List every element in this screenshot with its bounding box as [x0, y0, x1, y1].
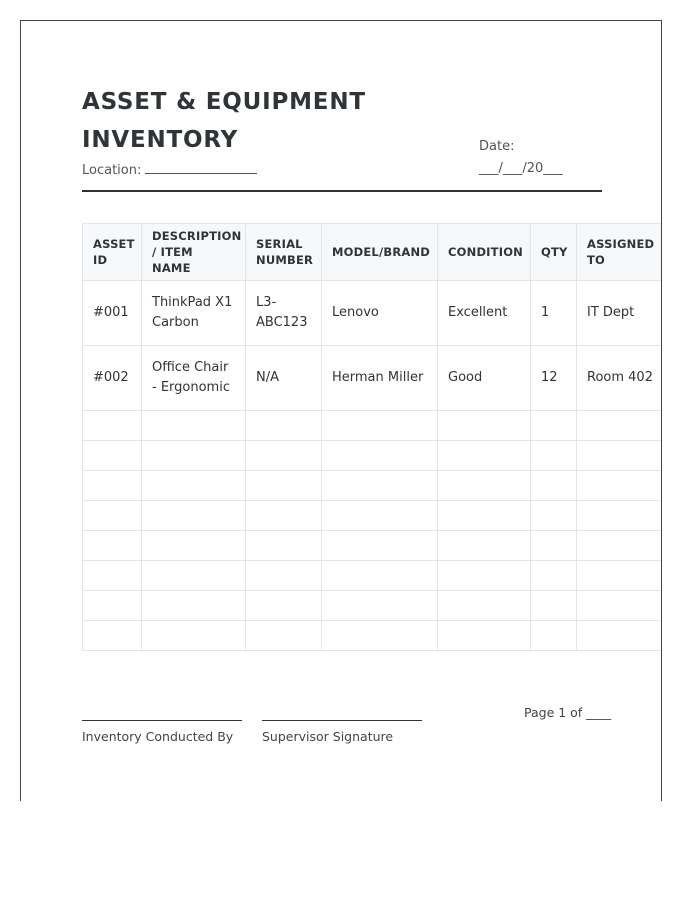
empty-cell[interactable]	[246, 591, 322, 621]
empty-cell[interactable]	[438, 411, 531, 441]
table-row	[83, 281, 663, 346]
empty-cell[interactable]	[322, 441, 438, 471]
empty-cell[interactable]	[577, 441, 663, 471]
page-number: Page 1 of ____	[524, 705, 612, 720]
column-header-model-brand: MODEL/BRAND	[322, 224, 438, 281]
empty-cell[interactable]	[438, 561, 531, 591]
empty-cell[interactable]	[322, 621, 438, 651]
empty-table-row	[83, 411, 663, 441]
cell-asset-id: #001	[83, 281, 142, 346]
empty-cell[interactable]	[322, 501, 438, 531]
empty-cell[interactable]	[531, 501, 577, 531]
empty-cell[interactable]	[142, 621, 246, 651]
empty-table-row	[83, 471, 663, 501]
empty-cell[interactable]	[531, 471, 577, 501]
empty-cell[interactable]	[246, 411, 322, 441]
cell-description: ThinkPad X1 Carbon	[142, 281, 246, 346]
empty-cell[interactable]	[577, 411, 663, 441]
cell-assigned-to: Room 402	[577, 346, 663, 411]
location-label: Location:	[82, 163, 142, 178]
inventory-table	[82, 223, 662, 651]
empty-cell[interactable]	[438, 621, 531, 651]
empty-cell[interactable]	[438, 471, 531, 501]
empty-cell[interactable]	[438, 501, 531, 531]
empty-cell[interactable]	[83, 621, 142, 651]
empty-table-row	[83, 561, 663, 591]
empty-cell[interactable]	[142, 501, 246, 531]
empty-cell[interactable]	[322, 471, 438, 501]
empty-cell[interactable]	[83, 561, 142, 591]
empty-table-row	[83, 501, 663, 531]
empty-cell[interactable]	[83, 591, 142, 621]
date-fill-line[interactable]: ___/___/20___	[479, 161, 563, 176]
empty-cell[interactable]	[438, 591, 531, 621]
empty-cell[interactable]	[83, 471, 142, 501]
empty-cell[interactable]	[531, 591, 577, 621]
column-header-asset-id: ASSET ID	[83, 224, 142, 281]
empty-cell[interactable]	[142, 531, 246, 561]
conducted-by-signature-line[interactable]	[82, 720, 242, 721]
empty-cell[interactable]	[246, 531, 322, 561]
empty-cell[interactable]	[246, 561, 322, 591]
empty-cell[interactable]	[142, 561, 246, 591]
cell-model-brand: Herman Miller	[322, 346, 438, 411]
column-header-condition: CONDITION	[438, 224, 531, 281]
empty-cell[interactable]	[577, 621, 663, 651]
empty-cell[interactable]	[531, 411, 577, 441]
empty-cell[interactable]	[577, 591, 663, 621]
cell-serial-number: N/A	[246, 346, 322, 411]
header-divider	[82, 190, 602, 192]
empty-table-row	[83, 531, 663, 561]
empty-cell[interactable]	[322, 411, 438, 441]
empty-cell[interactable]	[142, 441, 246, 471]
column-header-qty: QTY	[531, 224, 577, 281]
column-header-description: DESCRIPTION / ITEM NAME	[142, 224, 246, 281]
empty-cell[interactable]	[322, 561, 438, 591]
cell-description: Office Chair - Ergonomic	[142, 346, 246, 411]
empty-cell[interactable]	[142, 411, 246, 441]
empty-cell[interactable]	[246, 471, 322, 501]
conducted-by-label: Inventory Conducted By	[82, 729, 234, 744]
empty-cell[interactable]	[83, 531, 142, 561]
column-header-assigned-to: ASSIGNED TO	[577, 224, 663, 281]
cell-qty: 12	[531, 346, 577, 411]
cell-assigned-to: IT Dept	[577, 281, 663, 346]
empty-cell[interactable]	[531, 531, 577, 561]
empty-cell[interactable]	[577, 471, 663, 501]
empty-cell[interactable]	[83, 501, 142, 531]
cell-qty: 1	[531, 281, 577, 346]
page-title: ASSET & EQUIPMENT INVENTORY	[82, 89, 366, 153]
empty-cell[interactable]	[531, 621, 577, 651]
empty-cell[interactable]	[577, 531, 663, 561]
inventory-form-page	[20, 20, 662, 801]
empty-table-row	[83, 441, 663, 471]
empty-cell[interactable]	[322, 591, 438, 621]
empty-cell[interactable]	[577, 561, 663, 591]
cell-model-brand: Lenovo	[322, 281, 438, 346]
location-field	[82, 161, 257, 178]
table-row	[83, 346, 663, 411]
empty-table-row	[83, 621, 663, 651]
supervisor-signature-line[interactable]	[262, 720, 422, 721]
empty-cell[interactable]	[322, 531, 438, 561]
empty-cell[interactable]	[246, 501, 322, 531]
supervisor-label: Supervisor Signature	[262, 729, 394, 744]
cell-serial-number: L3-ABC123	[246, 281, 322, 346]
date-label: Date:	[479, 139, 515, 154]
empty-cell[interactable]	[83, 441, 142, 471]
cell-condition: Excellent	[438, 281, 531, 346]
empty-cell[interactable]	[438, 441, 531, 471]
column-header-serial-number: SERIAL NUMBER	[246, 224, 322, 281]
location-fill-line[interactable]	[145, 161, 257, 174]
table-header-row	[83, 224, 663, 281]
empty-cell[interactable]	[246, 621, 322, 651]
empty-cell[interactable]	[438, 531, 531, 561]
empty-table-row	[83, 591, 663, 621]
empty-cell[interactable]	[531, 561, 577, 591]
empty-cell[interactable]	[246, 441, 322, 471]
empty-cell[interactable]	[142, 591, 246, 621]
empty-cell[interactable]	[577, 501, 663, 531]
empty-cell[interactable]	[531, 441, 577, 471]
empty-cell[interactable]	[83, 411, 142, 441]
cell-asset-id: #002	[83, 346, 142, 411]
empty-cell[interactable]	[142, 471, 246, 501]
cell-condition: Good	[438, 346, 531, 411]
